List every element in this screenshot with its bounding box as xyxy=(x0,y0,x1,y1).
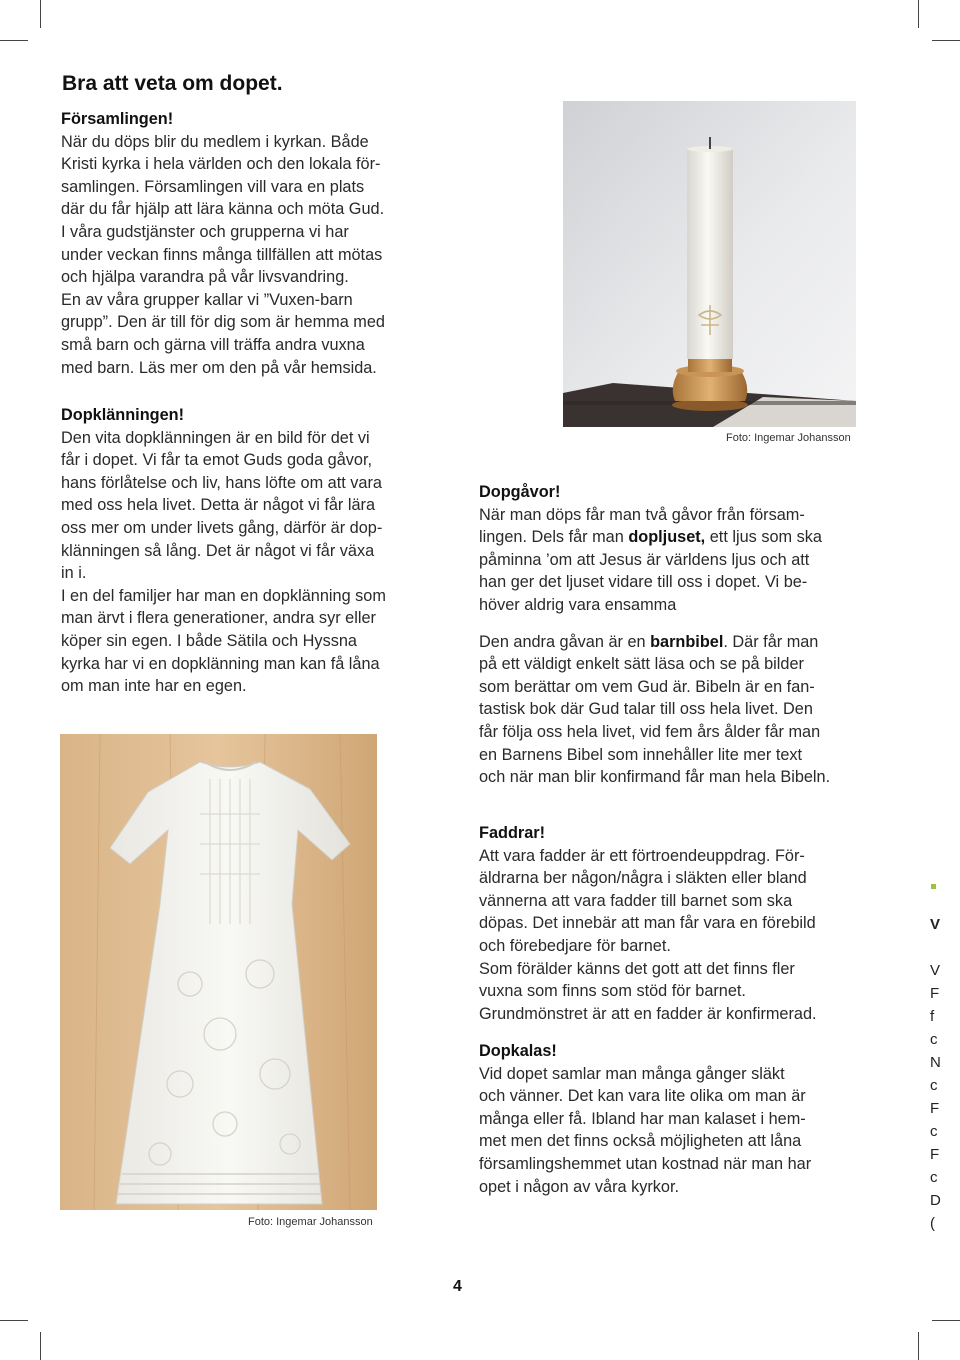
text-line: Vid dopet samlar man många gånger släkt xyxy=(479,1064,785,1083)
dress-photo xyxy=(60,734,377,1210)
text-line: klänningen så lång. Det är något vi får växa xyxy=(61,541,375,560)
text-line: får i dopet. Vi får ta emot Guds goda gåvor, xyxy=(61,451,373,470)
edge-fragment: V xyxy=(930,916,941,933)
edge-fragment: c xyxy=(930,1077,938,1094)
text-line: När du döps blir du medlem i kyrkan. Både xyxy=(61,132,369,151)
text-line: I våra gudstjänster och grupperna vi har xyxy=(61,222,349,241)
text-line: om man inte har en egen. xyxy=(61,677,247,696)
text-line: Grundmönstret är att en fadder är konfirmerad. xyxy=(479,1004,817,1023)
section-faddrar xyxy=(479,822,899,1025)
crop-mark xyxy=(932,1320,960,1321)
text-line: döpas. Det innebär att man får vara en förebild xyxy=(479,914,816,933)
text-line: med oss hela livet. Detta är något vi får lära xyxy=(61,496,376,515)
text-line: äldrarna ber någon/några i släkten eller bland xyxy=(479,869,807,888)
edge-fragment: F xyxy=(930,985,940,1002)
section-heading: Dopklänningen! xyxy=(61,406,185,424)
text-line: in i. xyxy=(61,564,87,583)
photo-caption: Foto: Ingemar Johansson xyxy=(726,432,851,444)
crop-mark xyxy=(0,40,28,41)
text-line: grupp”. Den är till för dig som är hemma med xyxy=(61,313,385,332)
text-line: vuxna som finns som stöd för barnet. xyxy=(479,982,746,1001)
edge-fragment: N xyxy=(930,1054,941,1071)
text-line: När man döps får man två gåvor från försam- xyxy=(479,505,805,524)
text-line: med barn. Läs mer om den på vår hemsida. xyxy=(61,358,377,377)
crop-mark xyxy=(918,1332,919,1360)
text-line: som berättar om vem Gud är. Bibeln är en fan- xyxy=(479,677,815,696)
section-heading: Faddrar! xyxy=(479,824,546,842)
text-line: påminna ’om att Jesus är världens ljus och att xyxy=(479,550,810,569)
text-line: och vänner. Det kan vara lite olika om man är xyxy=(479,1087,806,1106)
candle-photo xyxy=(563,101,856,427)
text-line: oss mer om under livets gång, därför är dop- xyxy=(61,518,383,537)
edge-fragment: V xyxy=(930,962,941,979)
text-line: man ärvt i flera generationer, andra syr eller xyxy=(61,609,376,628)
candle-illustration xyxy=(563,101,856,427)
highlight-barnbibel: barnbibel xyxy=(650,632,724,651)
text-line: lingen. Dels får man dopljuset, ett ljus som ska xyxy=(479,528,822,547)
section-dopklanningen xyxy=(61,404,461,698)
edge-fragment: F xyxy=(930,1100,940,1117)
text-line: där du får hjälp att lära känna och möta Gud. xyxy=(61,200,385,219)
edge-fragment: c xyxy=(930,1123,938,1140)
text-line: kyrka har vi en dopklänning man kan få låna xyxy=(61,654,380,673)
crop-mark xyxy=(40,1332,41,1360)
page-title: Bra att veta om dopet. xyxy=(62,72,283,95)
page-number: 4 xyxy=(453,1278,462,1295)
text-line: met men det finns också möjligheten att låna xyxy=(479,1132,802,1151)
text-line: på ett väldigt enkelt sätt läsa och se på bilder xyxy=(479,655,804,674)
text-line: En av våra grupper kallar vi ”Vuxen-barn xyxy=(61,290,353,309)
text-line: Den vita dopklänningen är en bild för det vi xyxy=(61,428,370,447)
text-line: församlingshemmet utan kostnad när man har xyxy=(479,1154,812,1173)
photo-caption: Foto: Ingemar Johansson xyxy=(248,1216,373,1228)
text-line: en Barnens Bibel som innehåller lite mer text xyxy=(479,745,803,764)
edge-fragment: F xyxy=(930,1146,940,1163)
section-forsamlingen xyxy=(61,108,461,379)
section-dopkalas xyxy=(479,1040,899,1198)
text-line: och förebedjare för barnet. xyxy=(479,936,671,955)
text-line: och när man blir konfirmand får man hela Bibeln. xyxy=(479,768,831,787)
edge-fragment: ( xyxy=(930,1215,935,1232)
dress-illustration xyxy=(60,734,377,1210)
crop-mark xyxy=(40,0,41,28)
highlight-dopljuset: dopljuset, xyxy=(628,528,706,547)
crop-mark xyxy=(0,1320,28,1321)
text-line: får följa oss hela livet, vid fem års ålder får man xyxy=(479,722,821,741)
text-line: Den andra gåvan är en barnbibel. Där får man xyxy=(479,632,819,651)
text-line: I en del familjer har man en dopklänning som xyxy=(61,586,386,605)
green-bullet xyxy=(931,884,936,889)
edge-fragment: c xyxy=(930,1169,938,1186)
text-line: tastisk bok där Gud talar till oss hela livet. Den xyxy=(479,700,813,719)
text-line: små barn och gärna vill träffa andra vuxna xyxy=(61,335,365,354)
edge-fragment: D xyxy=(930,1192,941,1209)
text-line: Kristi kyrka i hela världen och den lokala för- xyxy=(61,155,381,174)
section-heading: Dopkalas! xyxy=(479,1042,557,1060)
edge-fragment: c xyxy=(930,1031,938,1048)
text-line: samlingen. Församlingen vill vara en plats xyxy=(61,177,365,196)
text-line: opet i någon av våra kyrkor. xyxy=(479,1177,680,1196)
section-heading: Församlingen! xyxy=(61,110,174,128)
text-line: under veckan finns många tillfällen att mötas xyxy=(61,245,383,264)
text-line: höver aldrig vara ensamma xyxy=(479,595,677,614)
crop-mark xyxy=(932,40,960,41)
text-line: och hjälpa varandra på vår livsvandring. xyxy=(61,268,349,287)
text-line: han ger det ljuset vidare till oss i dopet. Vi be- xyxy=(479,573,808,592)
section-dopgavor xyxy=(479,481,899,789)
text-line: Att vara fadder är ett förtroendeuppdrag. För- xyxy=(479,846,805,865)
section-heading: Dopgåvor! xyxy=(479,483,561,501)
crop-mark xyxy=(918,0,919,28)
text-line: hans förlåtelse och liv, hans löfte om att vara xyxy=(61,473,382,492)
text-line: vännerna att vara fadder till barnet som ska xyxy=(479,891,793,910)
text-line: många eller få. Ibland har man kalaset i hem- xyxy=(479,1109,806,1128)
edge-fragment: f xyxy=(930,1008,935,1025)
text-line: Som förälder känns det gott att det finns fler xyxy=(479,959,795,978)
text-line: köper sin egen. I både Sätila och Hyssna xyxy=(61,631,357,650)
